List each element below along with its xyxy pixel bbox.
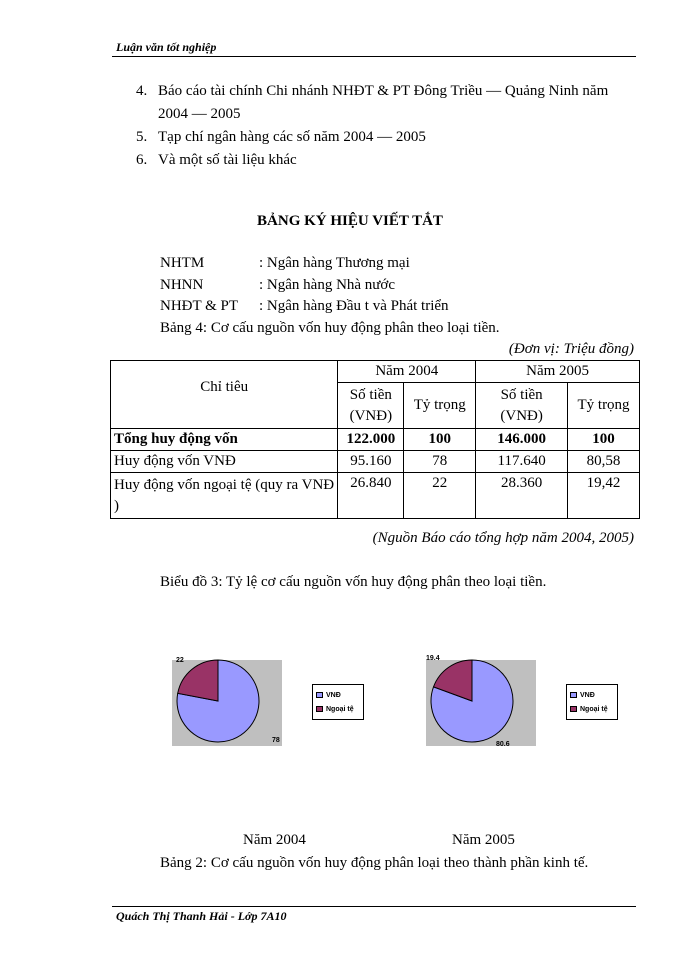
- reference-item: 5. Tạp chí ngân hàng các số năm 2004 — 2005: [136, 129, 426, 145]
- pie-chart-2005: [416, 650, 546, 750]
- chart-title-2004: Năm 2004: [243, 832, 306, 848]
- legend-swatch: [570, 706, 577, 712]
- footer-rule: [112, 906, 636, 907]
- chart-caption: Biểu đồ 3: Tỷ lệ cơ cấu nguồn vốn huy động phân theo loại tiền.: [160, 574, 547, 590]
- reference-list: [136, 80, 636, 172]
- slice-label: 78: [272, 737, 280, 744]
- legend-swatch: [316, 706, 323, 712]
- table-row: Huy động vốn ngoại tệ (quy ra VNĐ ) 26.840 22 28.360 19,42: [111, 473, 640, 519]
- abbreviation-item: NHĐT & PT : Ngân hàng Đầu t và Phát triển: [160, 298, 449, 314]
- abbreviation-item: NHNN : Ngân hàng Nhà nước: [160, 276, 396, 293]
- pie-chart-2004: [162, 650, 292, 750]
- legend-item: VNĐ: [570, 688, 614, 702]
- bottom-caption: Bảng 2: Cơ cấu nguồn vốn huy động phân loại theo thành phần kinh tế.: [160, 855, 589, 871]
- legend-item: VNĐ: [316, 688, 360, 702]
- legend-item: Ngoại tệ: [570, 702, 614, 716]
- header-year-2004: Năm 2004: [338, 361, 476, 383]
- table-caption: Bảng 4: Cơ cấu nguồn vốn huy động phân theo loại tiền.: [160, 319, 500, 336]
- header-rule: [112, 56, 636, 57]
- header-share: Tỷ trọng: [568, 383, 640, 429]
- header-indicator: Chỉ tiêu: [111, 361, 338, 429]
- slice-label: 19.4: [426, 655, 440, 662]
- header-amount: Số tiền (VNĐ): [476, 383, 568, 429]
- pie-chart-2004-svg: [162, 650, 292, 750]
- unit-note: (Đơn vị: Triệu đồng): [508, 341, 634, 357]
- page-footer: Quách Thị Thanh Hải - Lớp 7A10: [116, 909, 287, 923]
- slice-label: 80.6: [496, 741, 510, 748]
- funding-structure-table: [110, 360, 640, 519]
- table-row: Huy động vốn VNĐ 95.160 78 117.640 80,58: [111, 451, 640, 473]
- legend-2004: [312, 684, 364, 720]
- header-year-2005: Năm 2005: [476, 361, 640, 383]
- header-amount: Số tiền (VNĐ): [338, 383, 404, 429]
- abbreviation-list: [160, 253, 500, 339]
- slice-label: 22: [176, 657, 184, 664]
- legend-item: Ngoại tệ: [316, 702, 360, 716]
- legend-2005: [566, 684, 618, 720]
- source-note: (Nguồn Báo cáo tổng hợp năm 2004, 2005): [372, 530, 634, 546]
- abbreviation-item: NHTM : Ngân hàng Thương mại: [160, 255, 410, 271]
- abbreviation-heading: BẢNG KÝ HIỆU VIẾT TẮT: [257, 213, 443, 229]
- page-header: Luận văn tốt nghiệp: [116, 40, 217, 54]
- header-share: Tỷ trọng: [404, 383, 476, 429]
- pie-chart-2005-svg: [416, 650, 546, 750]
- table-row: Tổng huy động vốn 122.000 100 146.000 100: [111, 429, 640, 451]
- legend-swatch: [570, 692, 577, 698]
- reference-item: 4. Báo cáo tài chính Chi nhánh NHĐT & PT Đông Triều — Quảng Ninh năm 2004 — 2005: [136, 83, 609, 122]
- legend-swatch: [316, 692, 323, 698]
- reference-item: 6. Và một số tài liệu khác: [136, 152, 297, 168]
- chart-title-2005: Năm 2005: [452, 832, 515, 848]
